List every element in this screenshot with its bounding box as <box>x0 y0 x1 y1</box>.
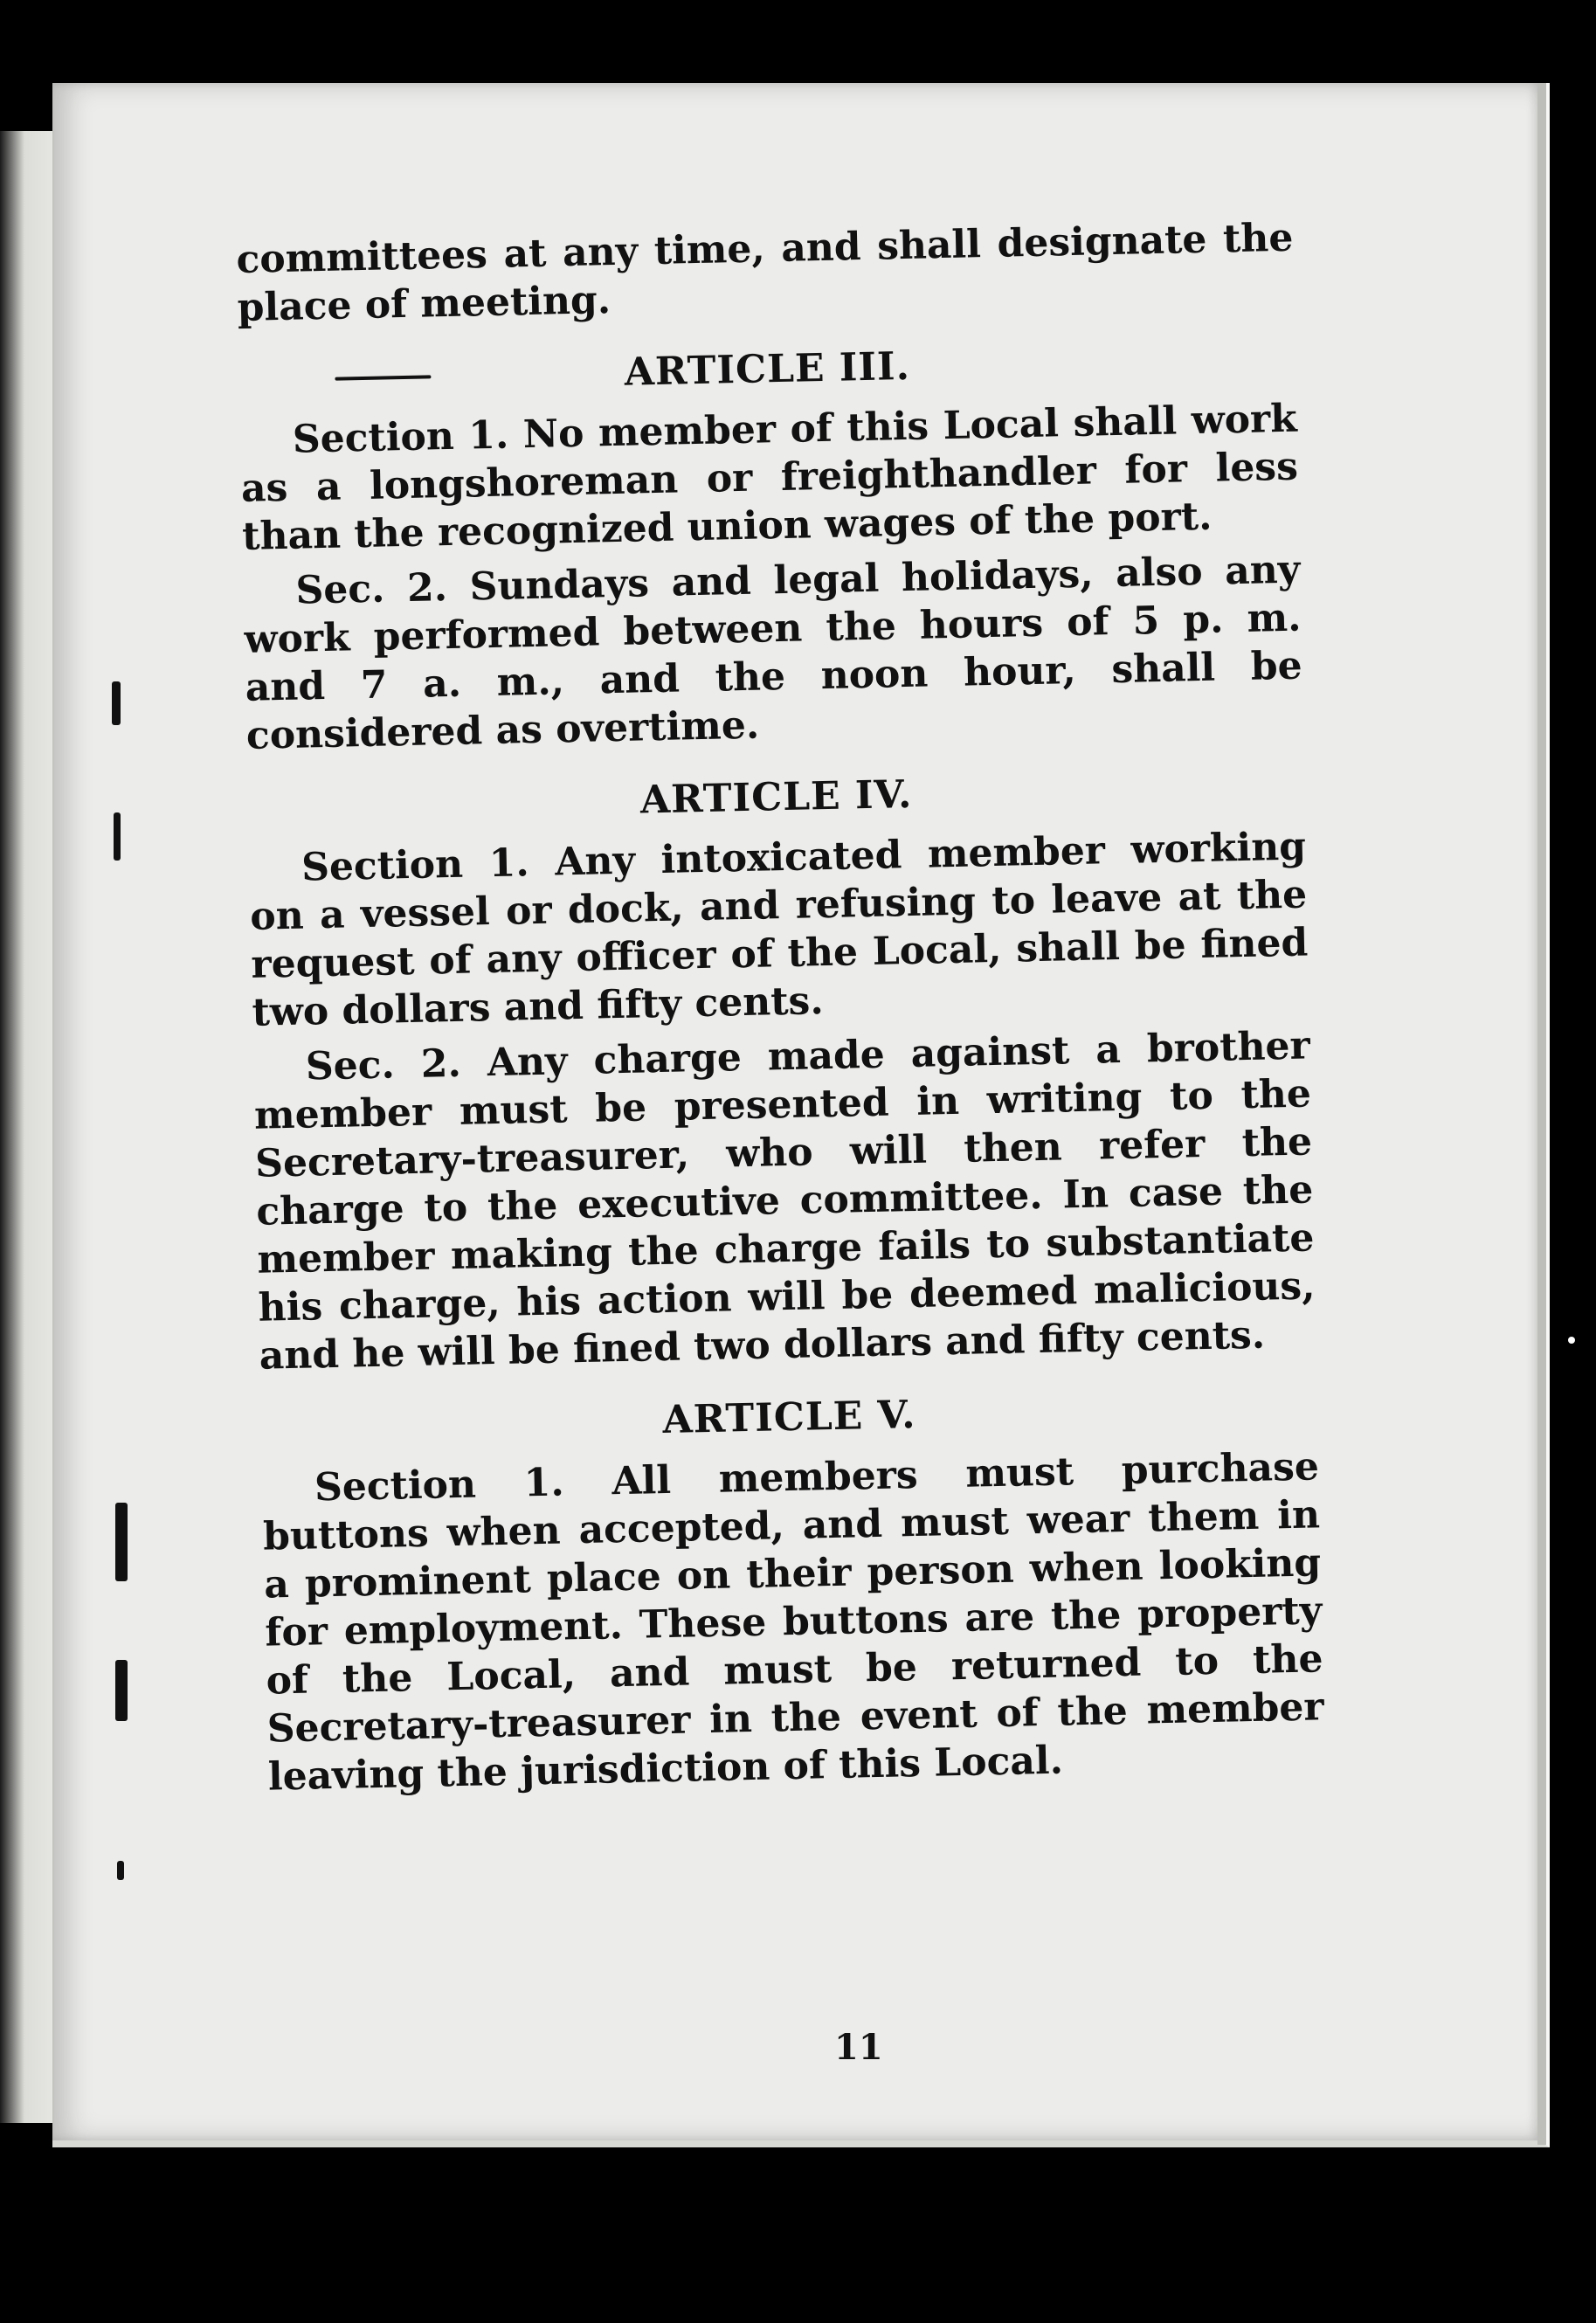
document-body <box>236 214 1325 1808</box>
article-heading: ARTICLE III. <box>238 335 1296 404</box>
section-paragraph: Section 1. No member of this Local shall work as a longshoreman or freighthandler for less than the recognized union wages of the port. <box>240 396 1299 559</box>
margin-mark <box>117 1861 124 1880</box>
margin-mark <box>112 681 121 725</box>
section-paragraph: Sec. 2. Any charge made against a brother member must be presented in writing to the Secretary-treasurer, who will then refer the charge to the executive committee. In case the member making the charge fails to substantiate his charge, his action will be deemed malicious, and he will be fined two dollars and fifty cents. <box>253 1023 1316 1379</box>
dust-speck <box>1568 1337 1575 1344</box>
article-heading: ARTICLE IV. <box>639 771 913 823</box>
section-paragraph: Sec. 2. Sundays and legal holidays, also any work performed between the hours of 5 p. m. and 7 a. m., and the noon hour, shall be considered as overtime. <box>244 547 1303 758</box>
section-paragraph: Section 1. Any intoxicated member working on a vessel or dock, and refusing to leave at the request of any officer of the Local, shall be fined two dollars and fifty cents. <box>249 824 1309 1035</box>
margin-mark <box>115 1660 128 1721</box>
ornament-rule <box>335 375 431 380</box>
margin-mark <box>115 1503 128 1581</box>
page-right-edge <box>1537 83 1546 2145</box>
page-number: 11 <box>834 2027 883 2068</box>
section-paragraph: committees at any time, and shall designate the place of meeting. <box>236 215 1294 330</box>
margin-mark <box>114 812 121 861</box>
section-paragraph: Section 1. All members must purchase buttons when accepted, and must wear them in a prominent place on their person when looking for employment. These buttons are the property of the Local, and must be returned to the Secretary-treasurer in the event of the member leaving the jurisdiction of this Local. <box>262 1444 1325 1800</box>
article-heading: ARTICLE V. <box>662 1393 916 1443</box>
